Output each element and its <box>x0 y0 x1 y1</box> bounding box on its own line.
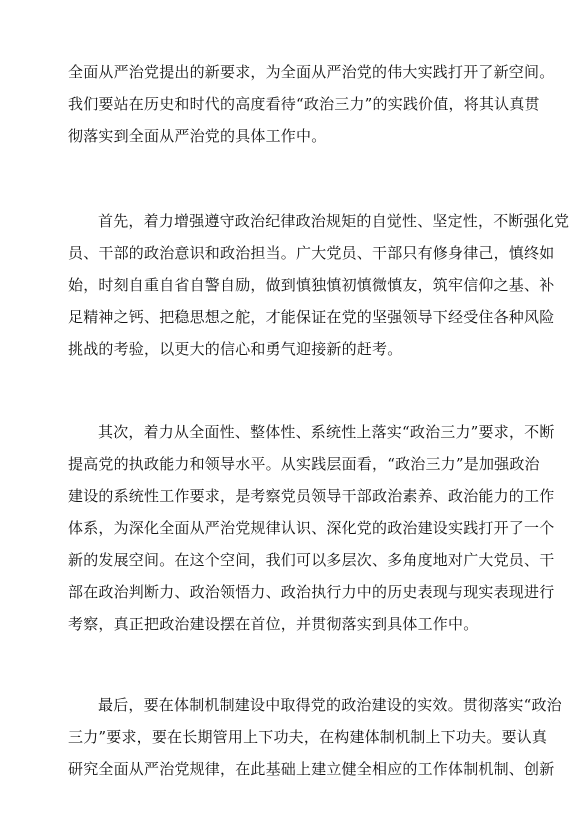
paragraph-2-line-4: 足精神之钙、把稳思想之舵，才能保证在党的坚强领导下经受住各种风险 <box>68 308 555 326</box>
paragraph-2-line-5: 挑战的考验，以更大的信心和勇气迎接新的赶考。 <box>68 340 403 358</box>
paragraph-2-line-2: 员、干部的政治意识和政治担当。广大党员、干部只有修身律己，慎终如 <box>68 244 555 262</box>
paragraph-4 <box>68 689 562 785</box>
paragraph-2-line-3: 始，时刻自重自省自警自励，做到慎独慎初慎微慎友，筑牢信仰之基、补 <box>68 276 555 294</box>
paragraph-3 <box>68 416 555 640</box>
paragraph-4-line-2: 三力”要求，要在长期管用上下功夫，在构建体制机制上下功夫。要认真 <box>68 728 548 746</box>
paragraph-1-line-1: 全面从严治党提出的新要求，为全面从严治党的伟大实践打开了新空间。 <box>68 63 555 81</box>
paragraph-3-line-6: 部在政治判断力、政治领悟力、政治执行力中的历史表现与现实表现进行 <box>68 583 555 601</box>
paragraph-3-line-4: 体系，为深化全面从严治党规律认识、深化党的政治建设实践打开了一个 <box>68 519 555 537</box>
paragraph-2-line-1: 首先，着力增强遵守政治纪律政治规矩的自觉性、坚定性，不断强化党 <box>98 212 570 230</box>
paragraph-3-line-7: 考察，真正把政治建设摆在首位，并贯彻落实到具体工作中。 <box>68 615 479 633</box>
paragraph-3-line-2: 提高党的执政能力和领导水平。从实践层面看，“政治三力”是加强政治 <box>68 455 540 473</box>
paragraph-4-line-3: 研究全面从严治党规律，在此基础上建立健全相应的工作体制机制、创新 <box>68 760 555 778</box>
paragraph-1-line-2: 我们要站在历史和时代的高度看待“政治三力”的实践价值，将其认真贯 <box>68 95 540 113</box>
paragraph-2 <box>68 205 570 365</box>
paragraph-3-line-5: 新的发展空间。在这个空间，我们可以多层次、多角度地对广大党员、干 <box>68 551 555 569</box>
paragraph-3-line-1: 其次，着力从全面性、整体性、系统性上落实“政治三力”要求，不断 <box>98 423 555 441</box>
paragraph-3-line-3: 建设的系统性工作要求，是考察党员领导干部政治素养、政治能力的工作 <box>68 487 555 505</box>
paragraph-1-line-3: 彻落实到全面从严治党的具体工作中。 <box>68 127 327 145</box>
paragraph-1 <box>68 56 555 152</box>
paragraph-4-line-1: 最后，要在体制机制建设中取得党的政治建设的实效。贯彻落实“政治 <box>98 696 562 714</box>
